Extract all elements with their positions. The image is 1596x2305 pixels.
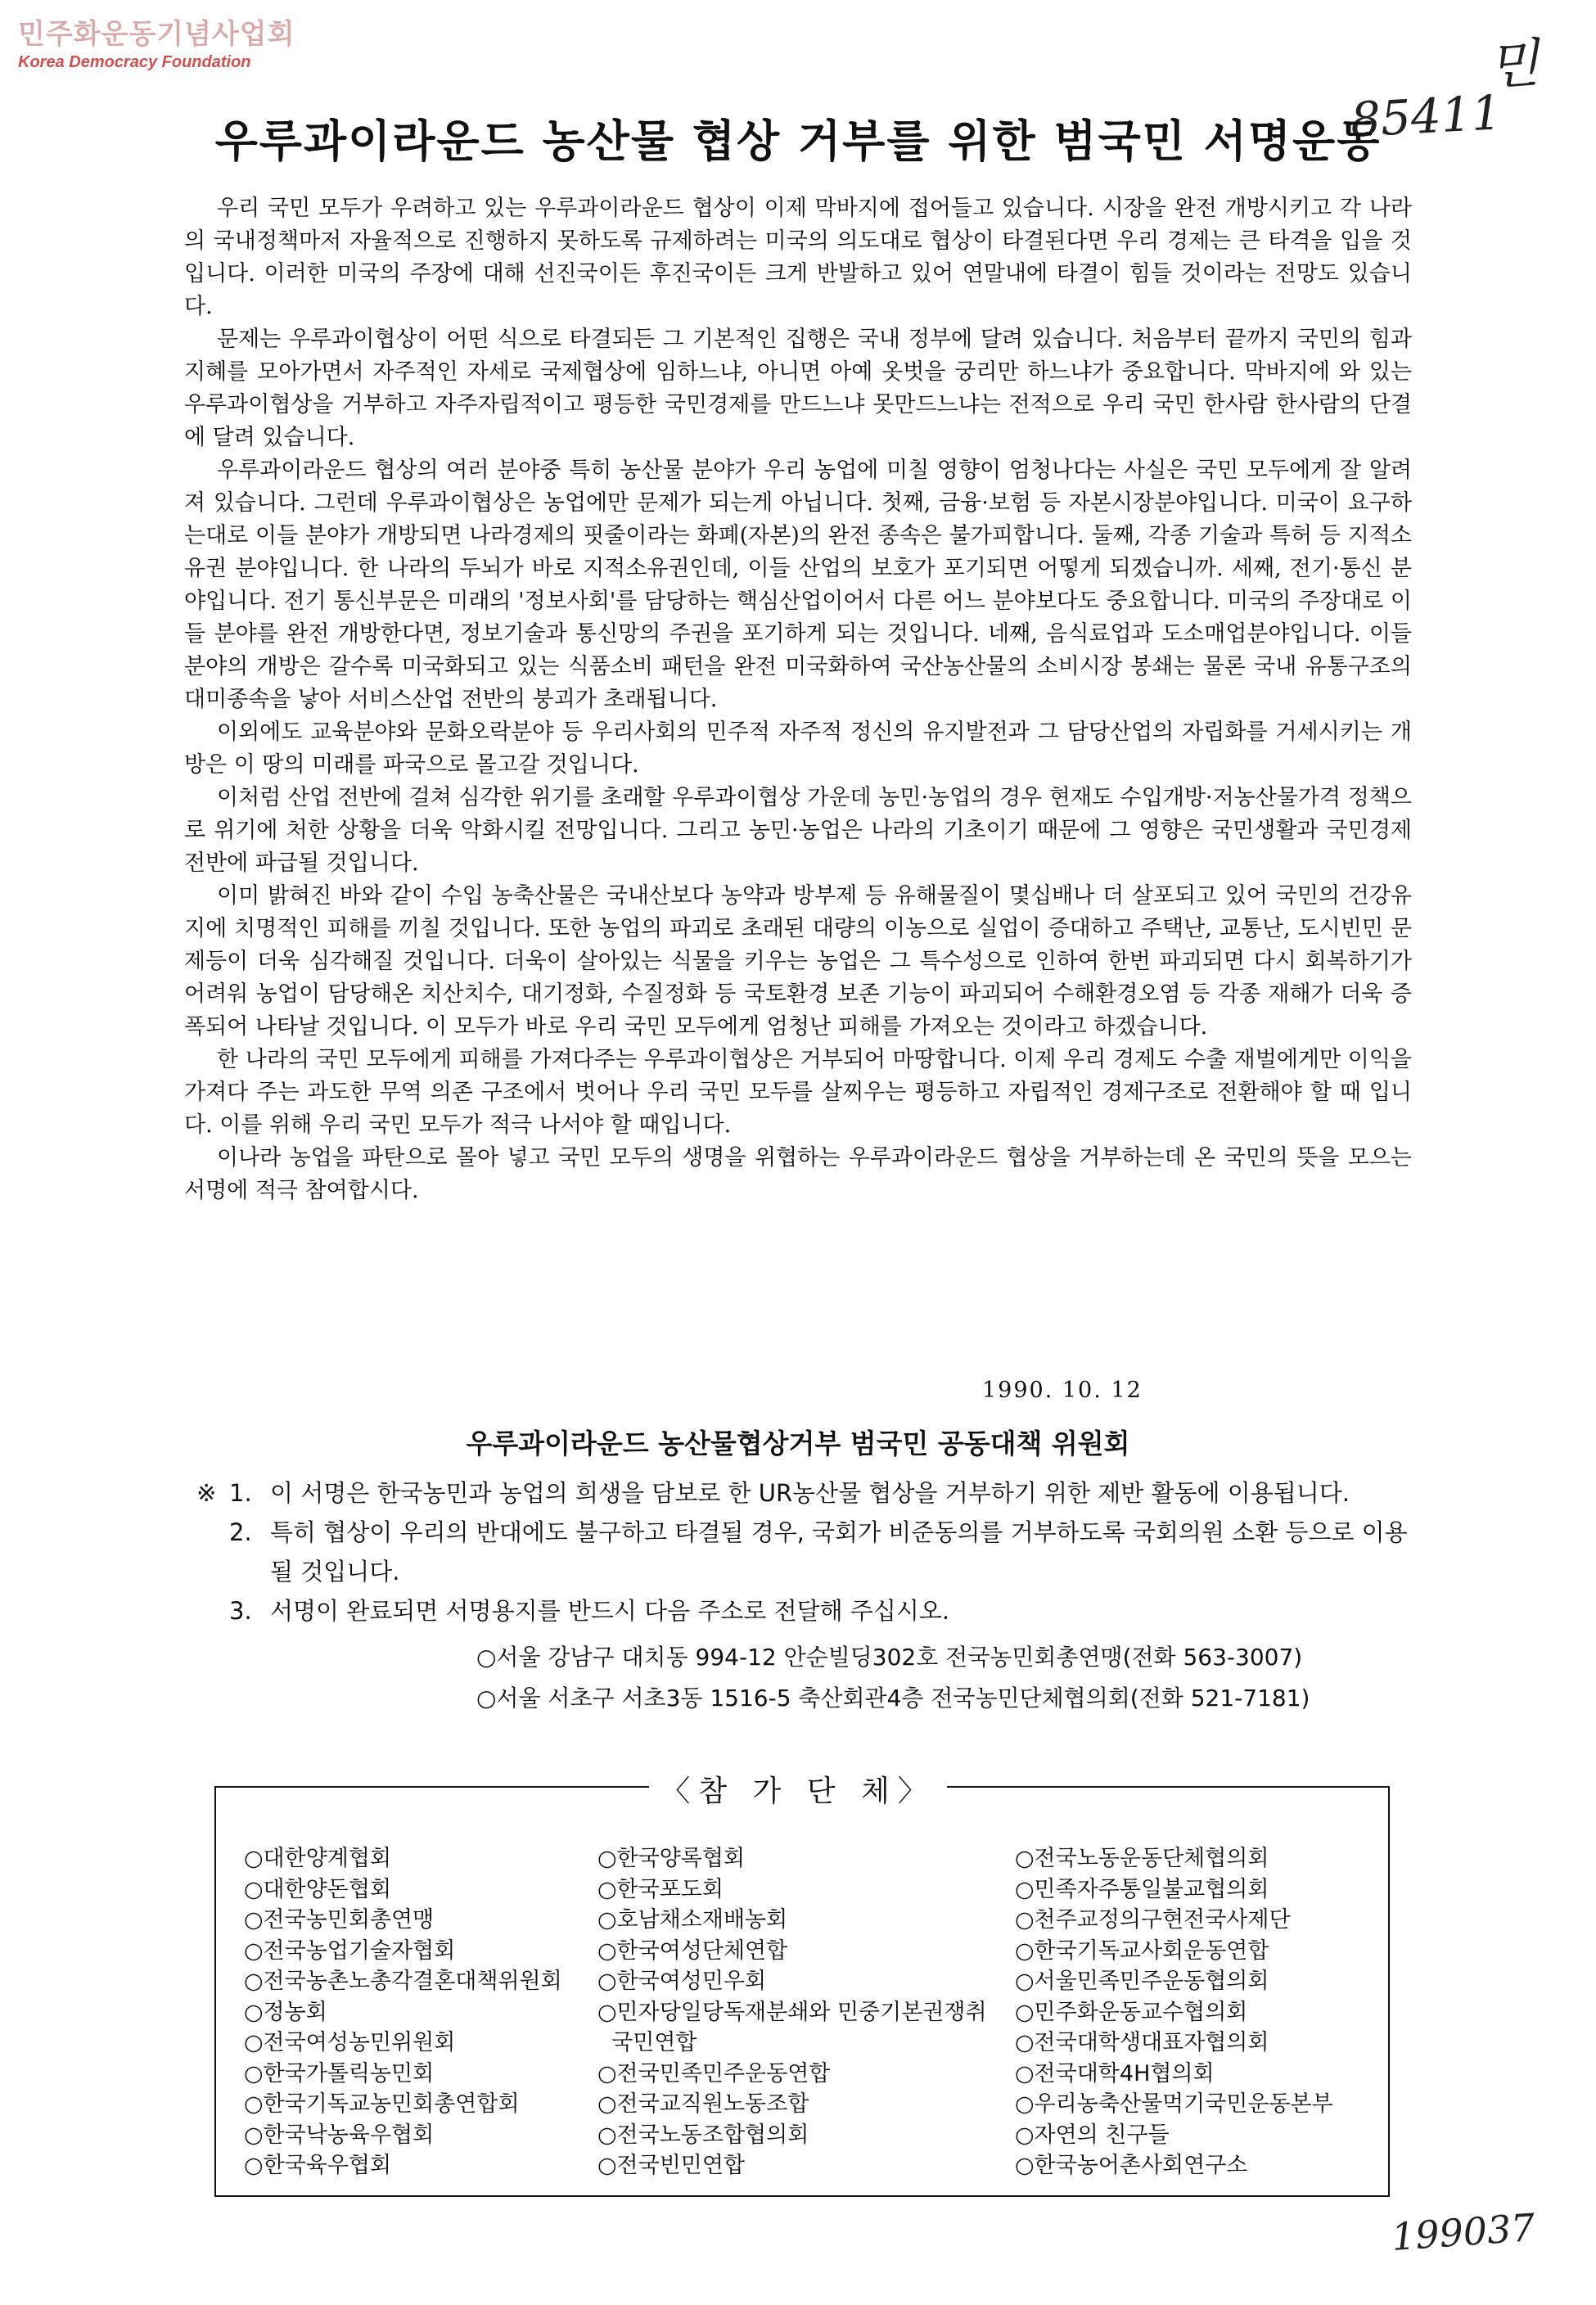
address-line: ○서울 강남구 대치동 994-12 안순빌딩302호 전국농민회총연맹(전화 563-3007) — [476, 1644, 1303, 1671]
paragraph: 이외에도 교육분야와 문화오락분야 등 우리사회의 민주적 자주적 정신의 유지발전과 그 담당산업의 자립화를 거세시키는 개방은 이 땅의 미래를 파국으로 몰고갈 것입니다. — [184, 719, 1412, 778]
org-item: ○정농회 — [244, 1999, 327, 2025]
document-date: 1990. 10. 12 — [982, 1378, 1143, 1403]
org-item: ○전국농민회총연맹 — [244, 1907, 435, 1933]
org-item: ○민자당일당독재분쇄와 민중기본권쟁취 — [597, 1999, 987, 2025]
orgs-column-1 — [244, 1843, 562, 2181]
org-item: ○민족자주통일불교협의회 — [1015, 1876, 1269, 1902]
org-item: ○대한양돈협회 — [244, 1876, 392, 1902]
watermark — [18, 11, 295, 72]
org-item: ○한국낙농육우협회 — [244, 2122, 435, 2148]
paragraph: 우리 국민 모두가 우려하고 있는 우루과이라운드 협상이 이제 막바지에 접어들고 있습니다. 시장을 완전 개방시키고 각 나라의 국내정책마저 자율적으로 진행하지 못하도록 규제하려는 미국의 의도대로 협상이 타결된다면 우리 경제는 큰 타격을 입을 것입니다. 이러한 미국의 주장에 대해 선진국이든 후진국이든 크게 반발하고 있어 연말내에 타결이 힘들 것이라는 전망도 있습니다. — [184, 196, 1412, 319]
org-item: ○한국육우협회 — [244, 2153, 392, 2178]
note-text: 서명이 완료되면 서명용지를 반드시 다음 주소로 전달해 주십시오. — [270, 1597, 950, 1625]
org-item: ○자연의 친구들 — [1015, 2122, 1170, 2148]
committee-name: 우루과이라운드 농산물협상거부 범국민 공동대책 위원회 — [466, 1428, 1130, 1459]
body-text — [184, 192, 1412, 1207]
org-item: ○전국농촌노총각결혼대책위원회 — [244, 1969, 562, 1994]
org-item: ○우리농축산물먹기국민운동본부 — [1015, 2091, 1333, 2117]
org-item: ○한국농어촌사회연구소 — [1015, 2153, 1248, 2178]
note-text: 이 서명은 한국농민과 농업의 희생을 담보로 한 UR농산물 협상을 거부하기 위한 제반 활동에 이용됩니다. — [270, 1479, 1350, 1507]
notes-section — [196, 1473, 1424, 1631]
paragraph: 문제는 우루과이협상이 어떤 식으로 타결되든 그 기본적인 집행은 국내 정부에 달려 있습니다. 처음부터 끝까지 국민의 힘과 지혜를 모아가면서 자주적인 자세로 국제협상에 임하느냐, 아니면 아예 옷벗을 궁리만 하느냐가 중요합니다. 막바지에 와 있는 우루과이협상을 거부하고 자주자립적이고 평등한 국민경제를 만드느냐 못만드느냐는 전적으로 우리 국민 한사람 한사람의 단결에 달려 있습니다. — [184, 327, 1412, 450]
org-item: ○호남채소재배농회 — [597, 1907, 788, 1933]
note-item — [196, 1473, 1424, 1513]
note-mark: ※ — [196, 1479, 217, 1507]
note-number: 1. — [229, 1479, 252, 1507]
note-text: 특히 협상이 우리의 반대에도 불구하고 타결될 경우, 국회가 비준동의를 거부하도록 국회의원 소환 등으로 이용될 것입니다. — [270, 1518, 1408, 1586]
org-item: ○대한양계협회 — [244, 1846, 392, 1871]
orgs-column-2 — [597, 1843, 987, 2181]
org-item: ○서울민족민주운동협의회 — [1015, 1969, 1269, 1994]
org-item: ○전국민족민주운동연합 — [597, 2060, 831, 2086]
note-item — [196, 1513, 1424, 1591]
paragraph: 이처럼 산업 전반에 걸쳐 심각한 위기를 초래할 우루과이협상 가운데 농민·농업의 경우 현재도 수입개방·저농산물가격 정책으로 위기에 처한 상황을 더욱 악화시킬 전망입니다. 그리고 농민·농업은 나라의 기초이기 때문에 그 영향은 국민생활과 국민경제 전반에 파급될 것입니다. — [184, 785, 1412, 876]
org-item: ○전국대학생대표자협의회 — [1015, 2030, 1269, 2055]
page-title: 우루과이라운드 농산물 협상 거부를 위한 범국민 서명운동 — [214, 115, 1382, 167]
org-item: ○전국빈민연합 — [597, 2153, 746, 2178]
org-item: ○한국가톨릭농민회 — [244, 2060, 435, 2086]
org-item: ○전국여성농민위원회 — [244, 2030, 456, 2055]
orgs-title-text: 〈참 가 단 체〉 — [649, 1775, 946, 1808]
org-item: ○전국노동운동단체협의회 — [1015, 1846, 1269, 1871]
handwritten-bottom-number: 199037 — [1390, 2204, 1537, 2260]
org-item: ○천주교정의구현전국사제단 — [1015, 1907, 1291, 1933]
org-item: ○한국양록협회 — [597, 1846, 746, 1871]
paragraph: 이나라 농업을 파탄으로 몰아 넣고 국민 모두의 생명을 위협하는 우루과이라운드 협상을 거부하는데 온 국민의 뜻을 모으는 서명에 적극 참여합시다. — [184, 1145, 1412, 1203]
paragraph: 이미 밝혀진 바와 같이 수입 농축산물은 국내산보다 농약과 방부제 등 유해물질이 몇십배나 더 살포되고 있어 국민의 건강유지에 치명적인 피해를 끼칠 것입니다. 또한 농업의 파괴로 초래된 대량의 이농으로 실업이 증대하고 주택난, 교통난, 도시빈민 문제등이 더욱 심각해질 것입니다. 더욱이 살아있는 식물을 키우는 농업은 그 특수성으로 인하여 한번 파괴되면 다시 회복하기가 어려워 농업이 담당해온 치산치수, 대기정화, 수질정화 등 국토환경 보존 기능이 파괴되어 수해환경오염 등 각종 재해가 더욱 증폭되어 나타날 것입니다. 이 모두가 바로 우리 국민 모두에게 엄청난 피해를 가져오는 것이라고 하겠습니다. — [184, 883, 1412, 1040]
org-item: ○전국농업기술자협회 — [244, 1937, 456, 1964]
address-line: ○서울 서초구 서초3동 1516-5 축산회관4층 전국농민단체협의회(전화 521-7181) — [476, 1685, 1310, 1712]
org-item: 국민연합 — [597, 2030, 697, 2055]
org-item: ○한국포도회 — [597, 1876, 724, 1902]
paragraph: 우루과이라운드 협상의 여러 분야중 특히 농산물 분야가 우리 농업에 미칠 영향이 엄청나다는 사실은 국민 모두에게 잘 알려져 있습니다. 그런데 우루과이협상은 농업에만 문제가 되는게 아닙니다. 첫째, 금융·보험 등 자본시장분야입니다. 미국이 요구하는대로 이들 분야가 개방되면 나라경제의 핏줄이라는 화폐(자본)의 완전 종속은 불가피합니다. 둘째, 각종 기술과 특허 등 지적소유권 분야입니다. 한 나라의 두뇌가 바로 지적소유권인데, 이들 산업의 보호가 포기되면 어떻게 되겠습니까. 세째, 전기·통신 분야입니다. 전기 통신부문은 미래의 '정보사회'를 담당하는 핵심산업이어서 다른 어느 분야보다도 중요합니다. 미국의 주장대로 이들 분야를 완전 개방한다면, 정보기술과 통신망의 주권을 포기하게 되는 것입니다. 네째, 음식료업과 도소매업분야입니다. 이들 분야의 개방은 갈수록 미국화되고 있는 식품소비 패턴을 완전 미국화하여 국산농산물의 소비시장 봉쇄는 물론 국내 유통구조의 대미종속을 낳아 서비스산업 전반의 붕괴가 초래됩니다. — [184, 458, 1412, 712]
participating-orgs-title — [0, 1768, 1596, 1810]
handwritten-archive-number: 85411 — [1349, 84, 1504, 148]
note-item — [196, 1591, 1424, 1631]
paragraph: 한 나라의 국민 모두에게 피해를 가져다주는 우루과이협상은 거부되어 마땅합니다. 이제 우리 경제도 수출 재벌에게만 이익을 가져다 주는 과도한 무역 의존 구조에서 벗어나 우리 국민 모두를 살찌우는 평등하고 자립적인 경제구조로 전환해야 할 때 입니다. 이를 위해 우리 국민 모두가 적극 나서야 할 때입니다. — [184, 1047, 1412, 1138]
org-item: ○한국기독교사회운동연합 — [1015, 1937, 1269, 1964]
org-item: ○한국여성단체연합 — [597, 1937, 788, 1964]
note-number: 3. — [229, 1597, 252, 1625]
orgs-column-3 — [1015, 1843, 1333, 2181]
org-item: ○민주화운동교수협의회 — [1015, 1999, 1248, 2025]
org-item: ○전국대학4H협의회 — [1015, 2060, 1215, 2086]
org-item: ○전국노동조합협의회 — [597, 2122, 809, 2148]
org-item: ○한국여성민우회 — [597, 1969, 767, 1994]
watermark-korean: 민주화운동기념사업회 — [18, 18, 295, 51]
org-item: ○전국교직원노동조합 — [597, 2091, 809, 2117]
note-number: 2. — [229, 1518, 252, 1546]
watermark-english: Korea Democracy Foundation — [18, 53, 251, 71]
org-item: ○한국기독교농민회총연합회 — [244, 2091, 520, 2117]
handwritten-corner-mark: 민 — [1486, 33, 1541, 98]
